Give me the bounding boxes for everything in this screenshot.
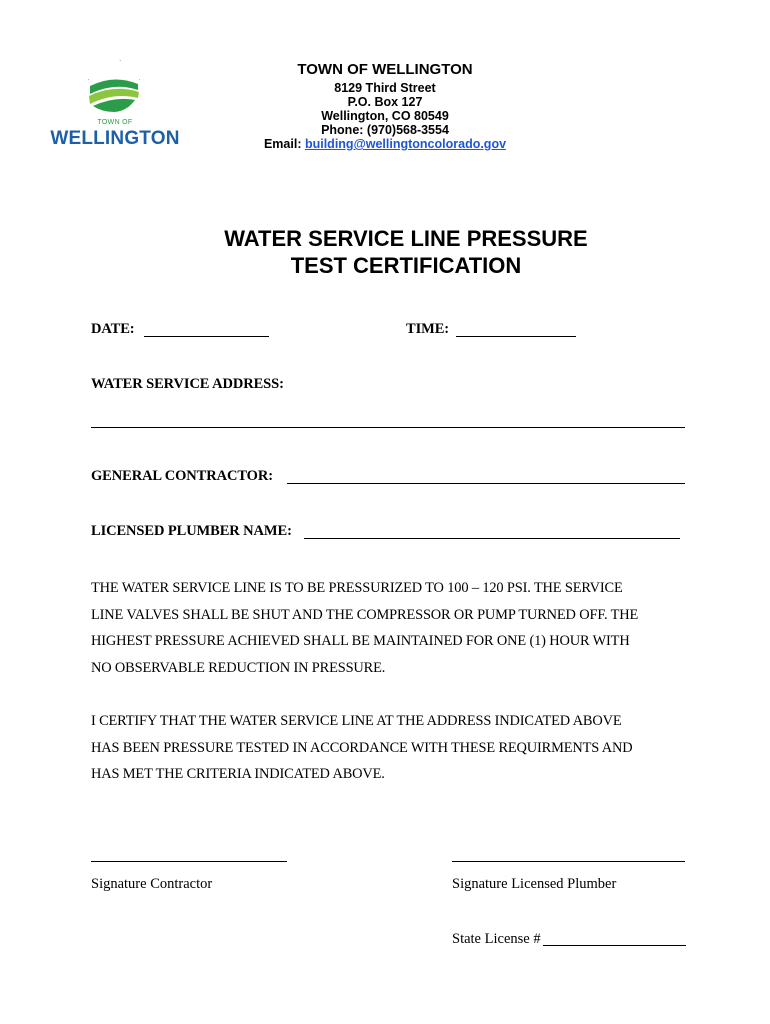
plumber-field[interactable]: [304, 538, 680, 539]
address-label: WATER SERVICE ADDRESS:: [91, 376, 284, 392]
state-license-field[interactable]: [543, 945, 686, 946]
logo-emblem: [46, 56, 186, 118]
state-license-label: State License #: [452, 931, 541, 947]
certification-line: I CERTIFY THAT THE WATER SERVICE LINE AT THE ADDRESS INDICATED ABOVE: [91, 713, 622, 729]
document-title-line1: WATER SERVICE LINE PRESSURE: [224, 226, 588, 251]
header-email-row: [200, 137, 570, 151]
header-phone: Phone: (970)568-3554: [321, 123, 449, 137]
instructions-paragraph: [91, 575, 711, 681]
instructions-line: THE WATER SERVICE LINE IS TO BE PRESSURIZED TO 100 – 120 PSI. THE SERVICE: [91, 580, 623, 596]
contractor-field[interactable]: [287, 483, 685, 484]
document-title-line2: TEST CERTIFICATION: [290, 253, 522, 278]
date-field[interactable]: [144, 336, 269, 337]
header-street: 8129 Third Street: [334, 81, 436, 95]
certification-line: HAS MET THE CRITERIA INDICATED ABOVE.: [91, 766, 385, 782]
header-po-box: P.O. Box 127: [347, 95, 423, 109]
instructions-line: LINE VALVES SHALL BE SHUT AND THE COMPRESSOR OR PUMP TURNED OFF. THE: [91, 606, 639, 623]
contractor-signature-label: Signature Contractor: [91, 876, 213, 892]
certification-paragraph: [91, 708, 711, 788]
plumber-signature-label: Signature Licensed Plumber: [452, 876, 617, 892]
header-town-name: TOWN OF WELLINGTON: [297, 61, 473, 78]
certification-line: HAS BEEN PRESSURE TESTED IN ACCORDANCE WITH THESE REQUIRMENTS AND: [91, 739, 633, 756]
logo-wordmark: WELLINGTON: [50, 128, 180, 149]
instructions-line: NO OBSERVABLE REDUCTION IN PRESSURE.: [91, 659, 386, 676]
time-label: TIME:: [406, 321, 450, 337]
header-city: Wellington, CO 80549: [321, 109, 449, 123]
header-email-label: Email:: [263, 137, 302, 151]
date-label: DATE:: [91, 321, 135, 337]
instructions-line: HIGHEST PRESSURE ACHIEVED SHALL BE MAINTAINED FOR ONE (1) HOUR WITH: [91, 633, 630, 649]
contractor-label: GENERAL CONTRACTOR:: [91, 468, 273, 484]
logo-small-text: TOWN OF: [97, 119, 133, 126]
plumber-label: LICENSED PLUMBER NAME:: [91, 523, 292, 539]
contractor-signature-field[interactable]: [91, 861, 287, 862]
header-email-link[interactable]: building@wellingtoncolorado.gov: [304, 137, 507, 151]
plumber-signature-field[interactable]: [452, 861, 685, 862]
time-field[interactable]: [456, 336, 576, 337]
address-field[interactable]: [91, 427, 685, 428]
town-logo: [46, 56, 186, 154]
